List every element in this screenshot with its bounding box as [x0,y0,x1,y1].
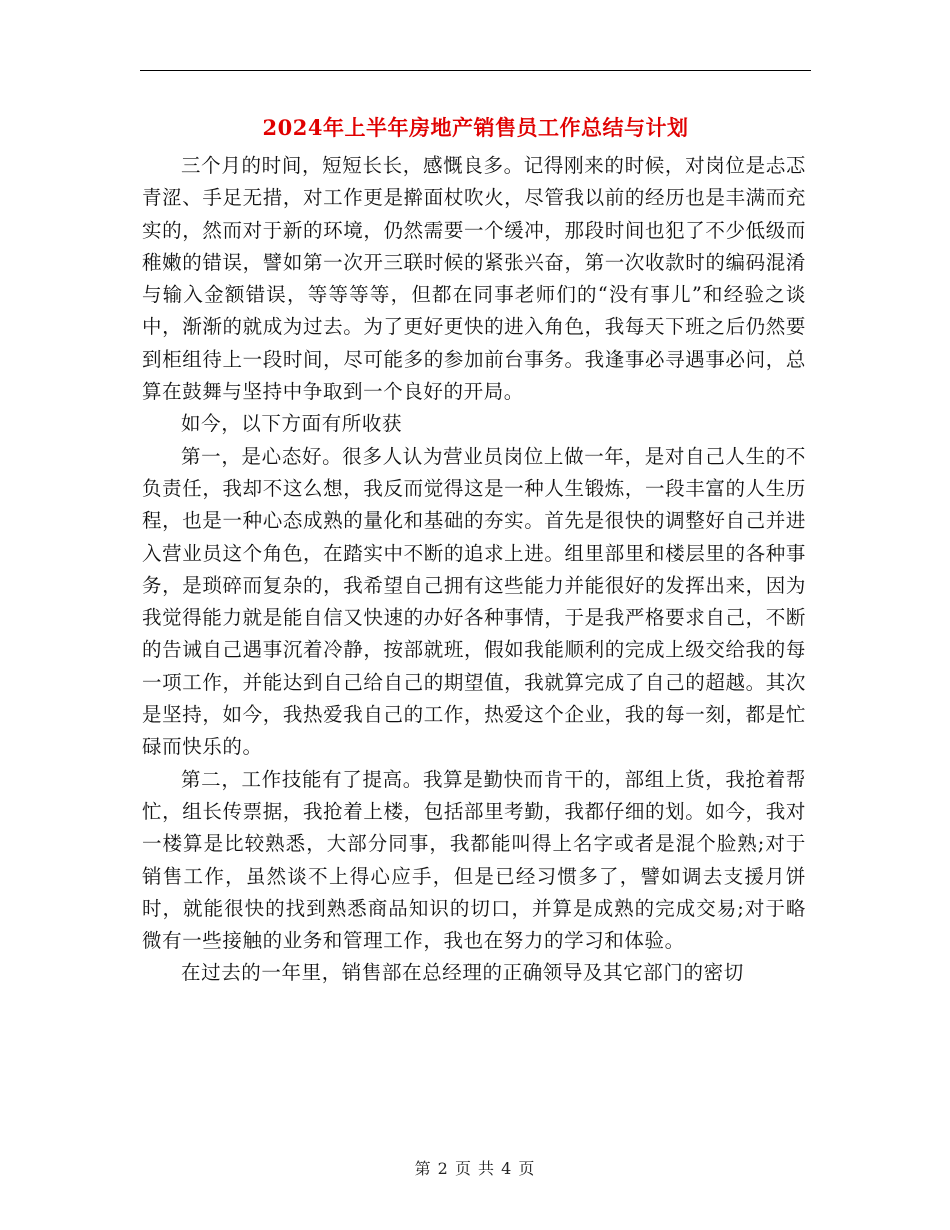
document-body [142,150,806,990]
page-number-footer: 第 2 页 共 4 页 [414,1159,536,1178]
paragraph-gains-heading: 如今，以下方面有所收获 [181,412,403,436]
paragraph-first-point: 第一，是心态好。很多人认为营业员岗位上做一年，是对自己人生的不负责任，我却不这么想，我反而觉得这是一种人生锻炼，一段丰富的人生历程，也是一种心态成熟的量化和基础的夯实。首先是很快的调整好自己并进入营业员这个角色，在踏实中不断的追求上进。组里部里和楼层里的各种事务，是琐碎而复杂的，我希望自己拥有这些能力并能很好的发挥出来，因为我觉得能力就是能自信又快速的办好各种事情，于是我严格要求自己，不断的告诫自己遇事沉着冷静，按部就班，假如我能顺利的完成上级交给我的每一项工作，并能达到自己给自己的期望值，我就算完成了自己的超越。其次是坚持，如今，我热爱我自己的工作，热爱这个企业，我的每一刻，都是忙碌而快乐的。 [142,444,806,759]
paragraph-intro: 三个月的时间，短短长长，感慨良多。记得刚来的时候，对岗位是忐忑青涩、手足无措，对工作更是擀面杖吹火，尽管我以前的经历也是丰满而充实的，然而对于新的环境，仍然需要一个缓冲，那段时间也犯了不少低级而稚嫩的错误，譬如第一次开三联时候的紧张兴奋，第一次收款时的编码混淆与输入金额错误，等等等等，但都在同事老师们的“没有事儿”和经验之谈中，渐渐的就成为过去。为了更好更快的进入角色，我每天下班之后仍然要到柜组待上一段时间，尽可能多的参加前台事务。我逢事必寻遇事必问，总算在鼓舞与坚持中争取到一个良好的开局。 [142,154,806,404]
header-rule [140,70,811,71]
paragraph-past-year: 在过去的一年里，销售部在总经理的正确领导及其它部门的密切 [181,961,744,985]
document-title: 2024年上半年房地产销售员工作总结与计划 [262,115,689,140]
paragraph-second-point: 第二，工作技能有了提高。我算是勤快而肯干的，部组上货，我抢着帮忙，组长传票据，我抢着上楼，包括部里考勤，我都仔细的划。如今，我对一楼算是比较熟悉，大部分同事，我都能叫得上名字或者是混个脸熟;对于销售工作，虽然谈不上得心应手，但是已经习惯多了，譬如调去支援月饼时，就能很快的找到熟悉商品知识的切口，并算是成熟的完成交易;对于略微有一些接触的业务和管理工作，我也在努力的学习和体验。 [142,767,806,953]
